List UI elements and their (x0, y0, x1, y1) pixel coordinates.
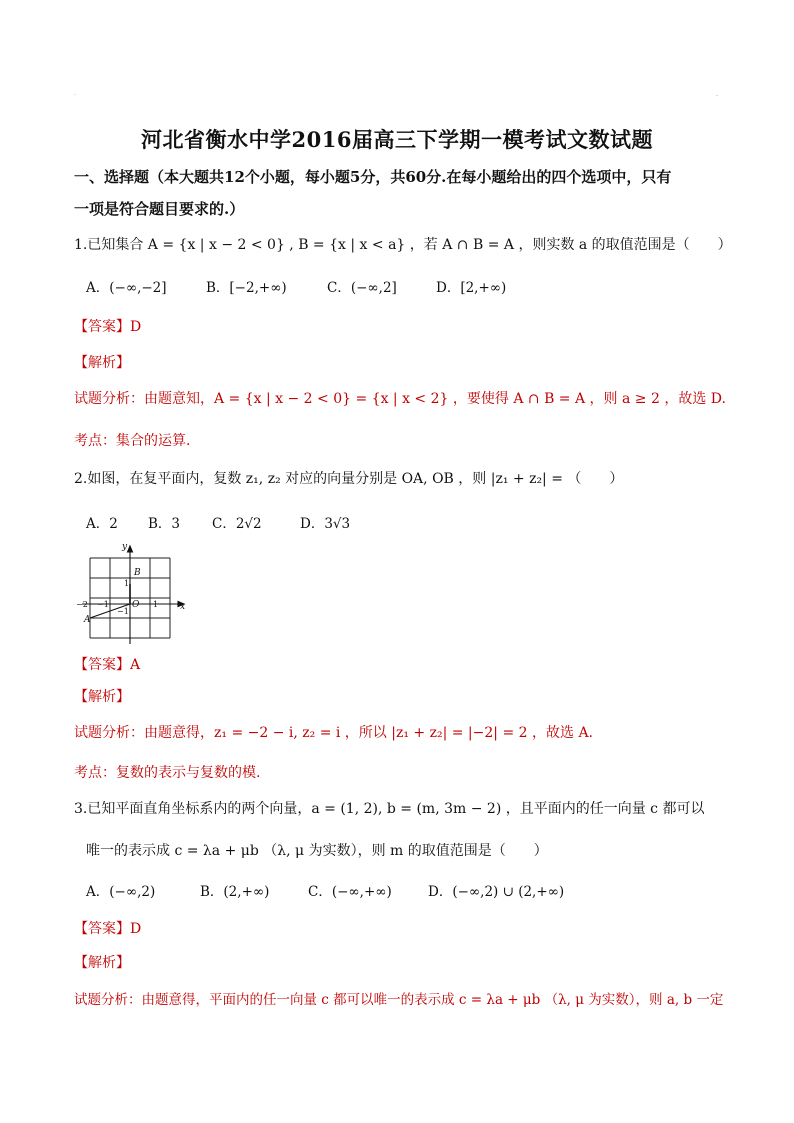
tick-neg1y: −1 (117, 607, 129, 616)
q3-option-d: D．(−∞,2) ∪ (2,+∞) (428, 884, 565, 900)
origin-label: O (132, 600, 140, 610)
answer-label: 【答案】 (74, 921, 130, 937)
q3-stem-line2: 唯一的表示成 c = λa + μb （λ, μ 为实数），则 m 的取值范围是（ ） (86, 843, 548, 859)
answer-value: D (130, 921, 142, 937)
section-heading-line1: 一、选择题（本大题共12个小题，每小题5分，共60分.在每小题给出的四个选项中，只有 (74, 168, 672, 186)
q1-analysis: 试题分析：由题意知，A = {x | x − 2 < 0} = {x | x < 2} ，要使得 A ∩ B = A ，则 a ≥ 2 ，故选 D. (74, 391, 726, 407)
page-title: 河北省衡水中学2016届高三下学期一模考试文数试题 (141, 127, 653, 152)
q3-answer (74, 918, 141, 938)
q3-option-a: A．(−∞,2) (86, 884, 156, 900)
answer-value: D (130, 319, 142, 335)
point-b-label: B (134, 568, 141, 578)
q2-option-b: B．3 (148, 516, 181, 532)
q3-option-b: B．(2,+∞) (200, 884, 270, 900)
y-arrow-icon (128, 546, 133, 552)
q1-option-c: C．(−∞,2] (327, 280, 397, 296)
q3-stem-line1: 3.已知平面直角坐标系内的两个向量，a = (1, 2), b = (m, 3m − 2) ，且平面内的任一向量 c 都可以 (74, 801, 705, 817)
q2-point: 考点：复数的表示与复数的模. (74, 765, 261, 781)
q1-answer (74, 316, 141, 336)
x-axis-label: x (180, 602, 186, 612)
y-axis-label: y (122, 542, 128, 552)
answer-value: A (130, 657, 141, 673)
section-heading-line2: 一项是符合题目要求的.） (74, 200, 245, 218)
tick-neg1: −1 (97, 600, 109, 609)
header-right-mark: - (716, 92, 719, 99)
q2-option-d: D．3√3 (300, 516, 351, 532)
q2-analysis-label: 【解析】 (74, 689, 130, 705)
tick-neg2: −2 (76, 600, 88, 609)
q1-point: 考点：集合的运算. (74, 433, 191, 449)
q2-option-c: C．2√2 (212, 516, 262, 532)
q1-option-b: B．[−2,+∞) (206, 280, 287, 296)
axes (82, 546, 184, 644)
q2-stem: 2.如图，在复平面内，复数 z₁, z₂ 对应的向量分别是 OA, OB ，则 |z₁ + z₂| = （ ） (74, 471, 624, 487)
header-left-mark: · (74, 92, 76, 99)
q1-option-d: D．[2,+∞) (436, 280, 507, 296)
q1-stem: 1.已知集合 A = {x | x − 2 < 0} , B = {x | x < a} ，若 A ∩ B = A ，则实数 a 的取值范围是（ ） (74, 237, 732, 253)
point-a-label: A (84, 615, 91, 625)
q3-analysis-label: 【解析】 (74, 955, 130, 971)
answer-label: 【答案】 (74, 319, 130, 335)
tick-1x: 1 (153, 600, 159, 609)
q2-answer (74, 654, 140, 674)
complex-plane-figure (74, 538, 194, 646)
tick-1y: 1 (124, 579, 130, 588)
q2-analysis: 试题分析：由题意得，z₁ = −2 − i, z₂ = i ，所以 |z₁ + z₂| = |−2| = 2 ，故选 A. (74, 725, 594, 741)
q1-analysis-label: 【解析】 (74, 355, 130, 371)
q2-option-a: A．2 (86, 516, 118, 532)
q3-option-c: C．(−∞,+∞) (308, 884, 392, 900)
q1-option-a: A．(−∞,−2] (86, 280, 167, 296)
answer-label: 【答案】 (74, 657, 130, 673)
q3-analysis: 试题分析：由题意得，平面内的任一向量 c 都可以唯一的表示成 c = λa + μb （λ, μ 为实数），则 a, b 一定 (74, 992, 724, 1008)
